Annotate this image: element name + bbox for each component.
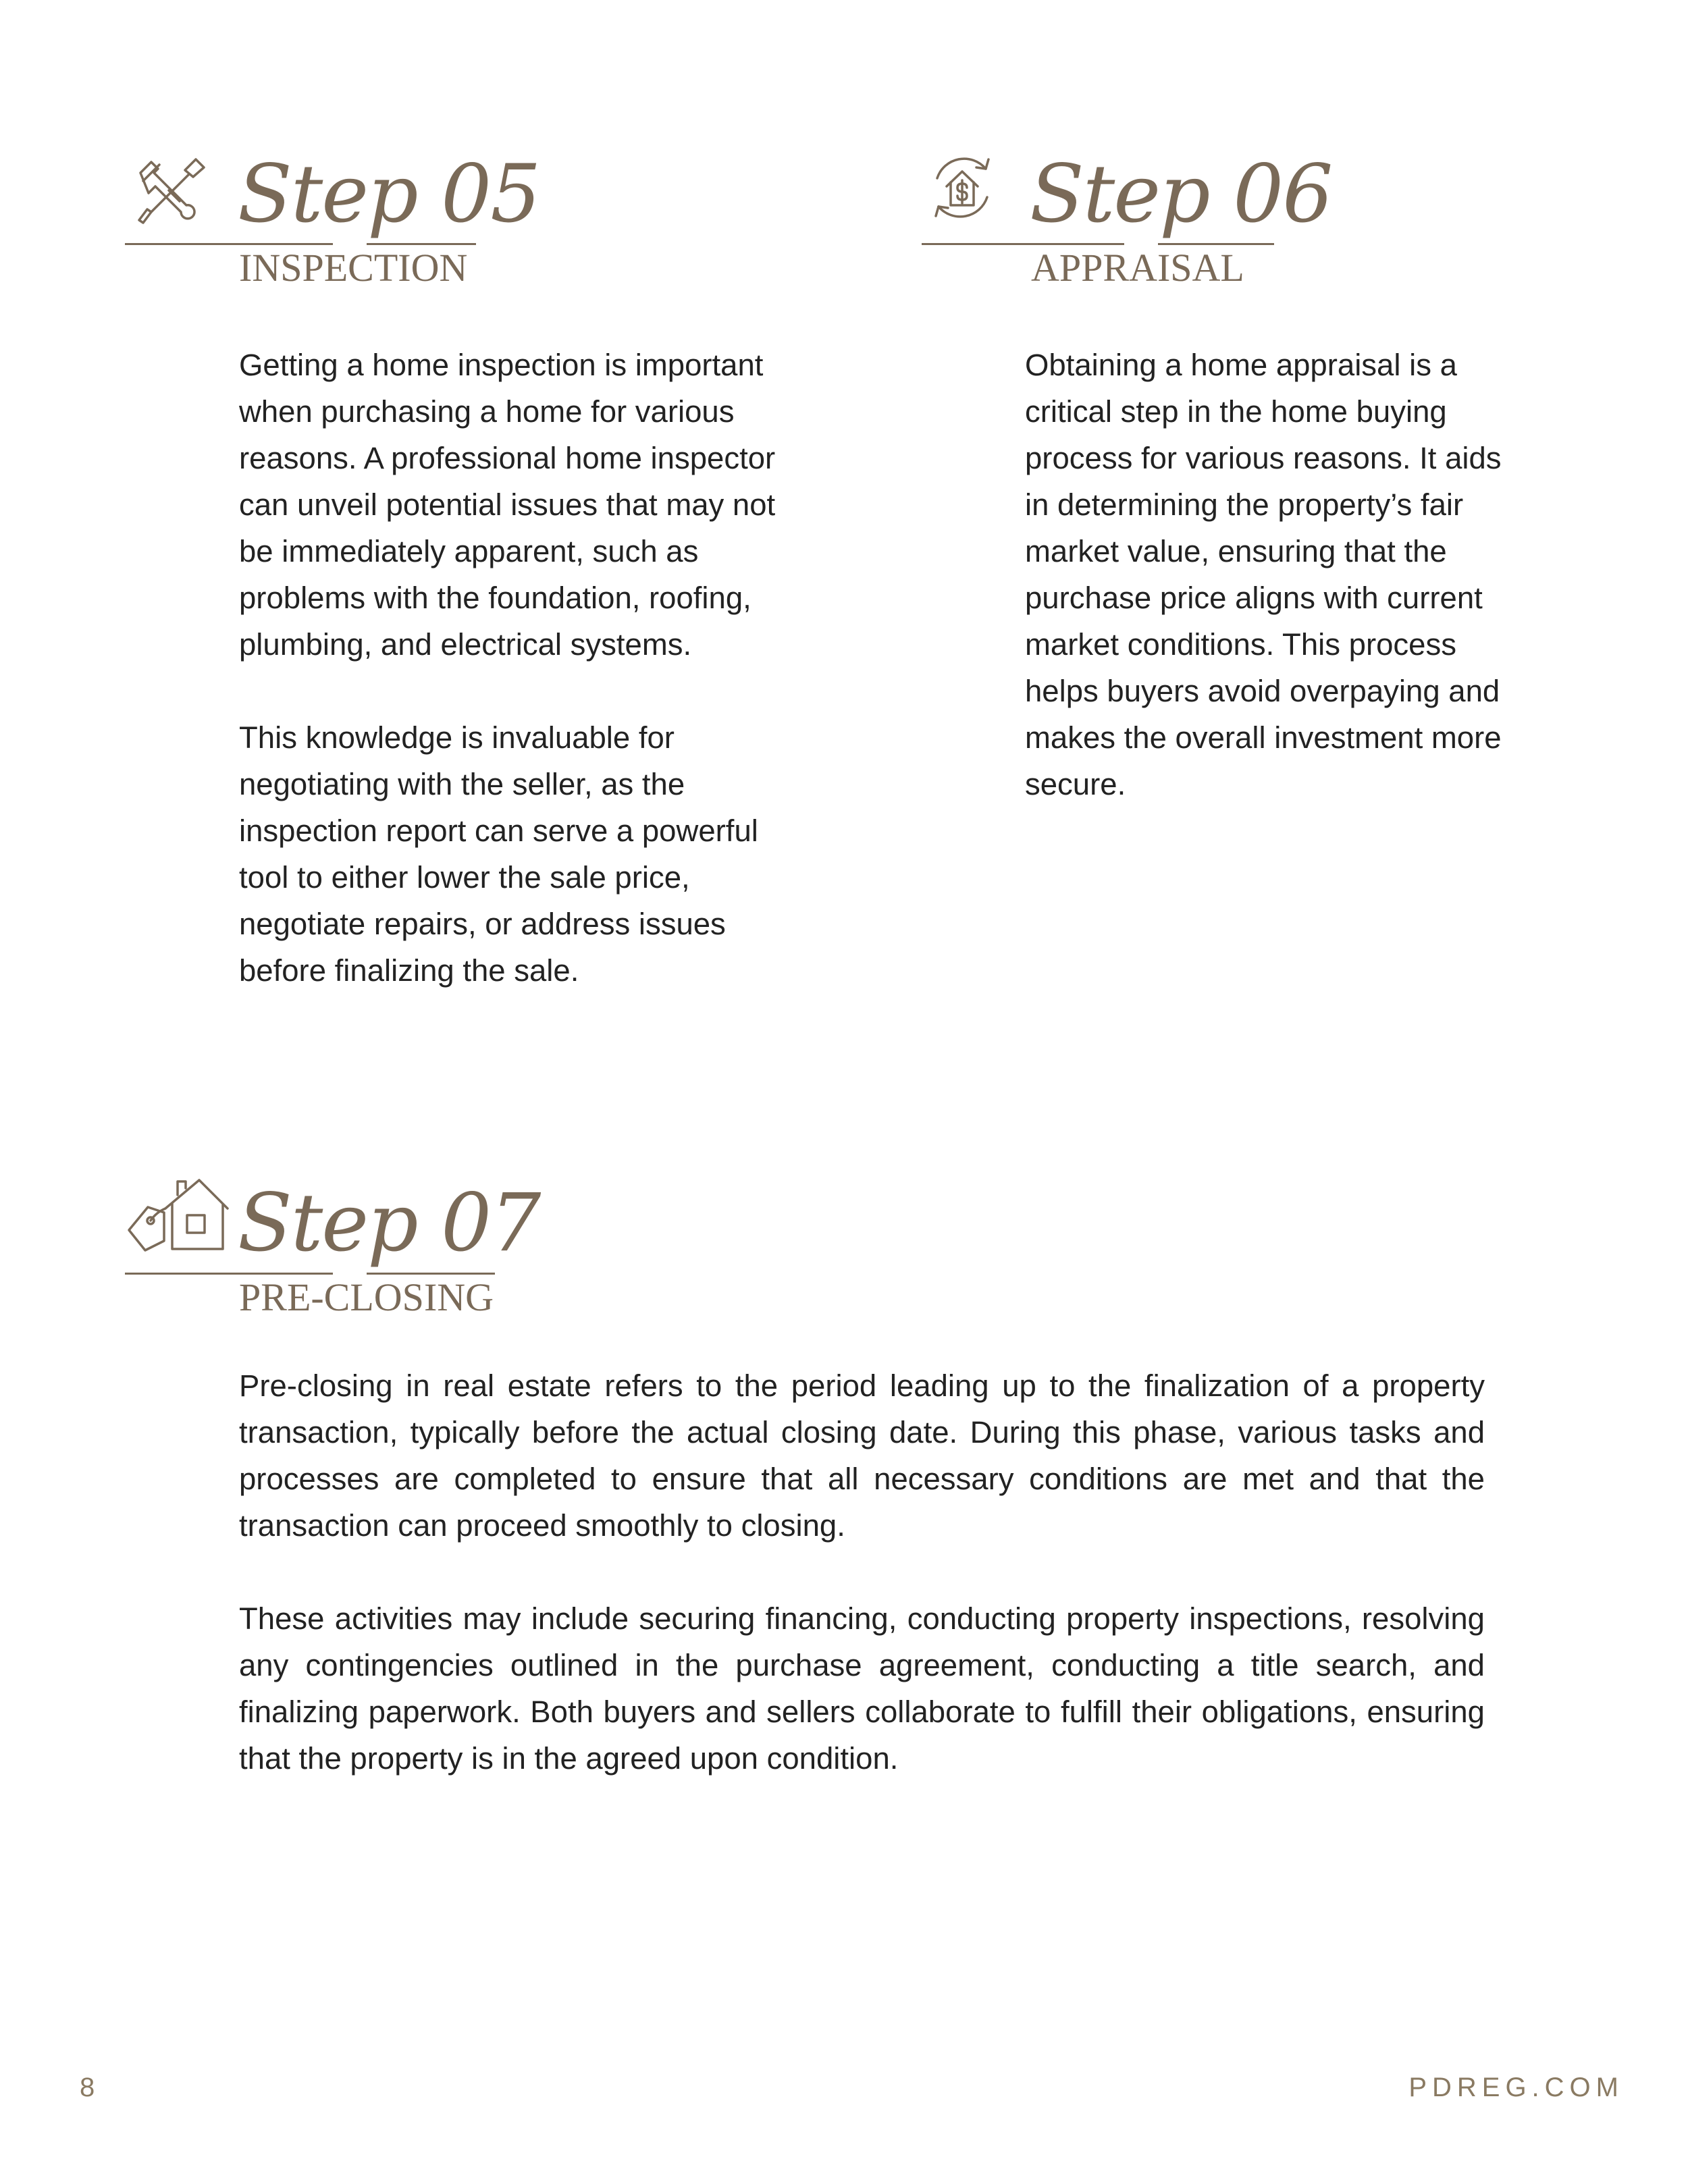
step-07-paragraph-2: These activities may include securing financing, conducting property inspections, resolving any contingencies outlined in the purchase agreement, conducting a title search, and finalizing paperwork. Both buyers and sellers collaborate to fulfill their obligations, ensuring that the property is in the agreed upon condition.	[239, 1601, 1485, 1776]
page-number: 8	[80, 2073, 95, 2102]
step-06-rule-right	[1158, 243, 1274, 245]
footer-site-link[interactable]: PDREG.COM	[1408, 2073, 1624, 2102]
step-07-title: Step 07	[238, 1176, 540, 1269]
tools-icon	[128, 150, 209, 231]
step-05-rule-right	[367, 243, 476, 245]
step-05-subtitle: INSPECTION	[239, 246, 468, 290]
step-07-paragraph-1: Pre-closing in real estate refers to the period leading up to the finalization of a property transaction, typically before the actual closing date. During this phase, various tasks and processes are completed to ensure that all necessary conditions are met and that the transaction can proceed smoothly to closing.	[239, 1368, 1485, 1543]
step-05-rule-left	[125, 243, 333, 245]
house-tag-icon	[125, 1168, 233, 1262]
step-05-paragraph-1: Getting a home inspection is important when purchasing a home for various reasons. A professional home inspector can unveil potential issues that may not be immediately apparent, such as problems with the foundation, roofing, plumbing, and electrical systems.	[239, 348, 776, 662]
step-06-subtitle: APPRAISAL	[1031, 246, 1244, 290]
step-07-rule-left	[125, 1273, 333, 1275]
step-06-paragraph-1: Obtaining a home appraisal is a critical step in the home buying process for various reasons. It aids in determining the property’s fair market value, ensuring that the purchase price aligns with current market conditions. This process helps buyers avoid overpaying and makes the overall investment more secure.	[1025, 348, 1502, 801]
step-05-body	[239, 342, 799, 994]
paragraph-spacer	[239, 668, 799, 714]
paragraph-spacer	[239, 1549, 1485, 1595]
house-dollar-icon	[918, 143, 1006, 231]
step-05-paragraph-2: This knowledge is invaluable for negotiating with the seller, as the inspection report can serve a powerful tool to either lower the sale price, negotiate repairs, or address issues before finalizing the sale.	[239, 720, 758, 988]
step-05-title: Step 05	[238, 147, 540, 240]
step-07-subtitle: PRE-CLOSING	[239, 1275, 494, 1319]
step-06-title: Step 06	[1030, 147, 1332, 240]
step-06-rule-left	[922, 243, 1124, 245]
step-07-rule-right	[367, 1273, 495, 1275]
step-06-body	[1025, 342, 1518, 807]
step-07-body	[239, 1362, 1485, 1782]
